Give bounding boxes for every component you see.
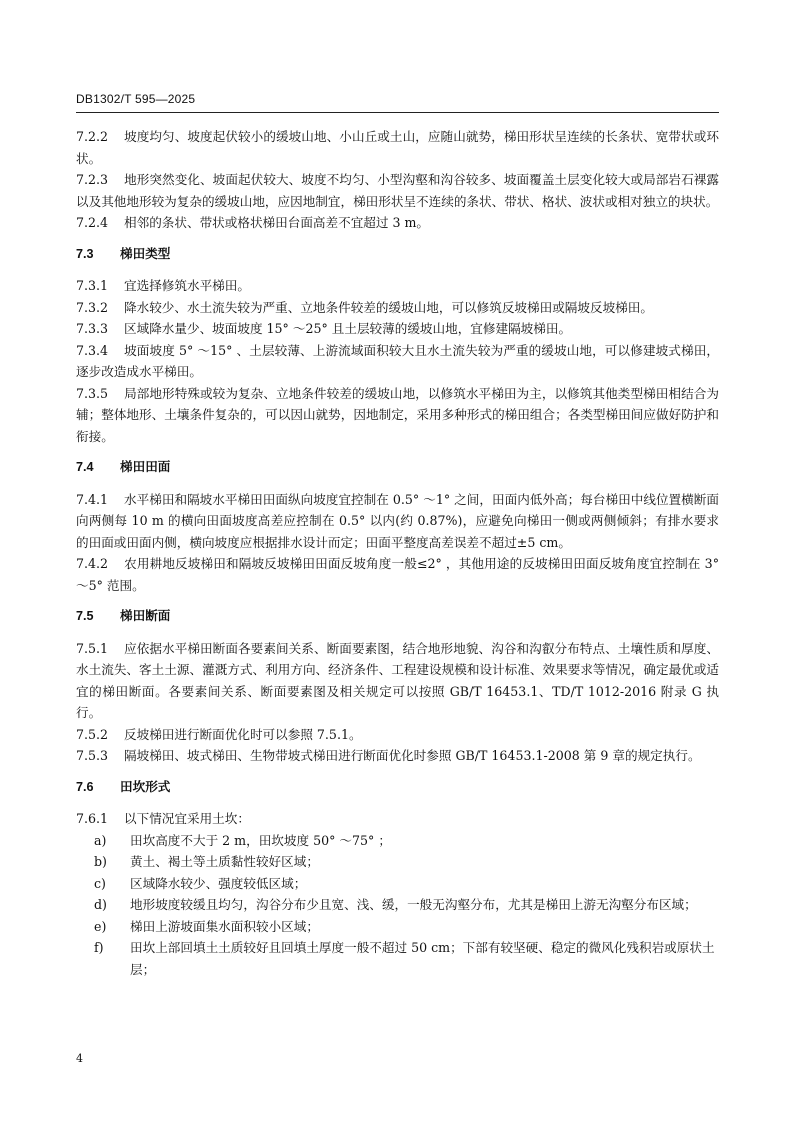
clause-text: 反坡梯田进行断面优化时可以参照 7.5.1。 bbox=[124, 726, 362, 742]
clause-paragraph bbox=[76, 383, 719, 448]
section-title: 田坎形式 bbox=[120, 779, 171, 794]
clause-number: 7.2.3 bbox=[76, 172, 109, 187]
section-number: 7.3 bbox=[76, 246, 94, 261]
clause-text: 隔坡梯田、坡式梯田、生物带坡式梯田进行断面优化时参照 GB/T 16453.1-2008 第 9 章的规定执行。 bbox=[124, 748, 701, 763]
list-item bbox=[76, 937, 719, 980]
clause-number: 7.4.1 bbox=[76, 491, 109, 507]
section-number: 7.4 bbox=[76, 460, 94, 474]
clause-number: 7.3.1 bbox=[76, 278, 109, 293]
clause-text: 水平梯田和隔坡水平梯田田面纵向坡度宜控制在 0.5° ～1° 之间，田面内低外高；每台梯田中线位置横断面向两侧每 10 m 的横向田面坡度高差应控制在 0.5° 以内(约 0.87%)，应避免向梯田一侧或两侧倾斜；有排水要求的田面或田面内侧，横向坡度应根据排水设计而定；田面平整度高差误差不超过±5 cm。 bbox=[76, 491, 719, 550]
list-item bbox=[76, 830, 719, 852]
section-heading bbox=[76, 606, 719, 628]
clause-text: 以下情况宜采用土坎： bbox=[124, 811, 250, 826]
clause-number: 7.2.2 bbox=[76, 129, 109, 144]
clause-paragraph bbox=[76, 297, 719, 319]
clause-paragraph bbox=[76, 724, 719, 746]
clause-text: 区域降水量少、坡面坡度 15° ～25° 且土层较薄的缓坡山地，宜修建隔坡梯田。 bbox=[124, 321, 572, 336]
clause-paragraph bbox=[76, 126, 719, 169]
clause-text: 相邻的条状、带状或格状梯田台面高差不宜超过 3 m。 bbox=[124, 215, 430, 230]
clause-number: 7.3.2 bbox=[76, 299, 109, 315]
list-item bbox=[76, 851, 719, 873]
clause-paragraph bbox=[76, 808, 719, 830]
page-number: 4 bbox=[76, 1052, 83, 1065]
clause-paragraph bbox=[76, 340, 719, 383]
section-heading bbox=[76, 457, 719, 479]
list-item-text: 田坎上部回填土土质较好且回填土厚度一般不超过 50 cm；下部有较坚硬、稳定的微风化残积岩或原状土层； bbox=[130, 940, 715, 977]
clause-number: 7.3.3 bbox=[76, 321, 109, 336]
document-body bbox=[76, 126, 719, 980]
list-item-label: b) bbox=[94, 854, 107, 869]
list-item-text: 田坎高度不大于 2 m，田坎坡度 50° ～75° ； bbox=[130, 832, 391, 848]
list-item-text: 梯田上游坡面集水面积较小区域； bbox=[130, 918, 319, 934]
section-number: 7.6 bbox=[76, 779, 94, 794]
list-item-label: e) bbox=[94, 918, 107, 934]
list-item-label: c) bbox=[94, 875, 106, 891]
clause-number: 7.5.1 bbox=[76, 640, 109, 656]
clause-text: 坡面坡度 5° ～15° 、土层较薄、上游流域面积较大且水土流失较为严重的缓坡山地，可以修建坡式梯田，逐步改造成水平梯田。 bbox=[76, 342, 719, 379]
clause-text: 农用耕地反坡梯田和隔坡反坡梯田田面反坡角度一般≤2° ，其他用途的反坡梯田田面反坡角度宜控制在 3° ～5° 范围。 bbox=[76, 556, 719, 593]
section-title: 梯田田面 bbox=[120, 460, 171, 474]
clause-paragraph bbox=[76, 745, 719, 767]
clause-paragraph bbox=[76, 212, 719, 234]
list-item-label: d) bbox=[94, 897, 107, 912]
clause-text: 地形突然变化、坡面起伏较大、坡度不均匀、小型沟壑和沟谷较多、坡面覆盖土层变化较大或局部岩石裸露以及其他地形较为复杂的缓坡山地，应因地制宜，梯田形状呈不连续的条状、带状、格状、波状或相对独立的块状。 bbox=[76, 172, 719, 209]
document-code: DB1302/T 595—2025 bbox=[76, 92, 196, 106]
clause-text: 局部地形特殊或较为复杂、立地条件较差的缓坡山地，以修筑水平梯田为主，以修筑其他类型梯田相结合为辅；整体地形、土壤条件复杂的，可以因山就势，因地制定，采用多种形式的梯田组合；各类型梯田间应做好防护和衔接。 bbox=[76, 385, 719, 444]
list-item bbox=[76, 916, 719, 938]
section-heading bbox=[76, 777, 719, 799]
clause-paragraph bbox=[76, 169, 719, 212]
section-heading bbox=[76, 244, 719, 266]
header-rule bbox=[76, 112, 719, 113]
clause-paragraph bbox=[76, 318, 719, 340]
clause-number: 7.4.2 bbox=[76, 556, 109, 571]
section-title: 梯田类型 bbox=[120, 246, 171, 261]
list-item-label: a) bbox=[94, 832, 107, 848]
clause-paragraph bbox=[76, 553, 719, 596]
condition-list bbox=[76, 830, 719, 981]
list-item bbox=[76, 894, 719, 916]
clause-paragraph bbox=[76, 489, 719, 554]
clause-text: 坡度均匀、坡度起伏较小的缓坡山地、小山丘或土山，应随山就势，梯田形状呈连续的长条状、宽带状或环状。 bbox=[76, 129, 719, 166]
list-item-text: 区域降水较少、强度较低区域； bbox=[130, 875, 307, 891]
list-item bbox=[76, 873, 719, 895]
clause-number: 7.5.3 bbox=[76, 748, 109, 763]
section-title: 梯田断面 bbox=[120, 609, 171, 623]
clause-number: 7.2.4 bbox=[76, 215, 109, 230]
clause-paragraph bbox=[76, 275, 719, 297]
clause-number: 7.5.2 bbox=[76, 726, 109, 742]
clause-number: 7.3.4 bbox=[76, 342, 109, 358]
clause-number: 7.6.1 bbox=[76, 811, 109, 826]
clause-text: 降水较少、水土流失较为严重、立地条件较差的缓坡山地，可以修筑反坡梯田或隔坡反坡梯田。 bbox=[124, 299, 653, 315]
list-item-text: 黄土、褐土等土质黏性较好区域； bbox=[130, 854, 319, 869]
list-item-label: f) bbox=[94, 940, 104, 955]
clause-text: 宜选择修筑水平梯田。 bbox=[124, 278, 250, 293]
list-item-text: 地形坡度较缓且均匀，沟谷分布少且宽、浅、缓，一般无沟壑分布，尤其是梯田上游无沟壑分布区域； bbox=[130, 897, 697, 912]
clause-text: 应依据水平梯田断面各要素间关系、断面要素图，结合地形地貌、沟谷和沟叡分布特点、土壤性质和厚度、水土流失、客土土源、灌溉方式、利用方向、经济条件、工程建设规模和设计标准、效果要求等情况，确定最优或适宜的梯田断面。各要素间关系、断面要素图及相关规定可以按照 GB/T 16453.1、TD/T 1012-2016 附录 G 执行。 bbox=[76, 640, 719, 720]
clause-paragraph bbox=[76, 638, 719, 724]
section-number: 7.5 bbox=[76, 609, 94, 623]
clause-number: 7.3.5 bbox=[76, 385, 109, 401]
